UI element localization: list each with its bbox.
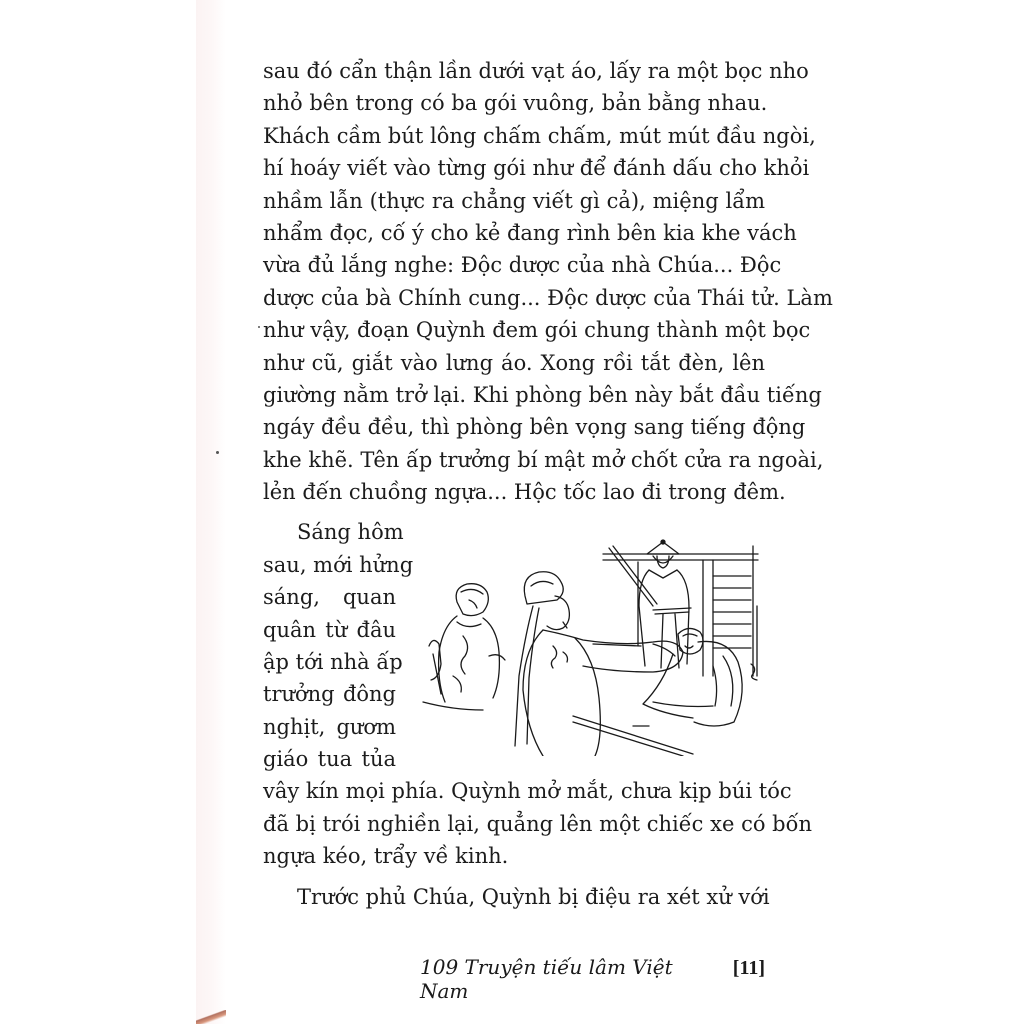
page-gutter-shadow	[196, 0, 226, 1024]
text-line: giáo tua tủa	[263, 747, 396, 772]
page-number: [11]	[732, 957, 765, 979]
text-line: Khách cầm bút lông chấm chấm, mút mút đầu ngòi,	[263, 123, 816, 148]
text-line: vừa đủ lắng nghe: Độc dược của nhà Chúa... Độc	[263, 253, 782, 278]
table-edge	[573, 716, 693, 756]
text-line: nhỏ bên trong có ba gói vuông, bản bằng nhau.	[263, 91, 768, 116]
guard-figure	[609, 540, 691, 668]
paragraph-1	[263, 55, 833, 508]
text-line: sáng, quan	[263, 585, 396, 610]
text-line: đã bị trói nghiền lại, quẳng lên một chiếc xe có bốn	[263, 811, 812, 836]
text-line: ập tới nhà ấp	[263, 650, 403, 675]
body-text	[263, 55, 833, 913]
page-footer	[420, 955, 765, 1003]
text-line: ngựa kéo, trẩy về kinh.	[263, 844, 509, 869]
pointing-official-figure	[515, 572, 683, 756]
scan-speck	[216, 451, 219, 454]
text-line: sau đó cẩn thận lần dưới vạt áo, lấy ra một bọc nho	[263, 59, 809, 83]
text-line: khe khẽ. Tên ấp trưởng bí mật mở chốt cửa ra ngoài,	[263, 447, 824, 472]
paragraph-2-continuation	[263, 775, 812, 872]
text-line: hí hoáy viết vào từng gói như để đánh dấu cho khỏi	[263, 156, 810, 181]
text-line: vây kín mọi phía. Quỳnh mở mắt, chưa kịp búi tóc	[263, 779, 792, 804]
text-line: như vậy, đoạn Quỳnh đem gói chung thành một bọc	[263, 318, 811, 343]
text-line: lẻn đến chuồng ngựa... Hộc tốc lao đi trong đêm.	[263, 480, 786, 505]
text-line: Sáng hôm	[297, 520, 404, 545]
text-line: quân từ đâu	[263, 617, 396, 642]
story-illustration	[413, 526, 765, 756]
text-line: sau, mới hửng	[263, 552, 414, 577]
text-line: trưởng đông	[263, 682, 396, 707]
kneeling-man-figure	[643, 629, 742, 727]
book-title: 109 Truyện tiếu lâm Việt Nam	[420, 955, 673, 1003]
text-line: giường nằm trở lại. Khi phòng bên này bắt đầu tiếng	[263, 382, 822, 407]
text-line: nhẩm đọc, cố ý cho kẻ đang rình bên kia khe vách	[263, 220, 797, 245]
text-line: Trước phủ Chúa, Quỳnh bị điệu ra xét xử với	[297, 884, 770, 909]
page-corner-mark	[196, 1010, 226, 1024]
text-line: nghịt, gươm	[263, 714, 396, 739]
text-line: ngáy đều đều, thì phòng bên vọng sang tiếng động	[263, 415, 806, 440]
text-line: như cũ, giắt vào lưng áo. Xong rồi tắt đèn, lên	[263, 350, 765, 375]
scan-speck	[258, 326, 260, 328]
seated-woman-figure	[423, 584, 505, 710]
text-line: nhầm lẫn (thực ra chẳng viết gì cả), miệng lẩm	[263, 188, 765, 213]
text-line: dược của bà Chính cung... Độc dược của Thái tử. Làm	[263, 285, 833, 310]
paragraph-3	[263, 881, 770, 913]
paragraph-2-wrapped-text	[263, 516, 414, 775]
paragraph-2-wrapped-section	[263, 516, 765, 775]
